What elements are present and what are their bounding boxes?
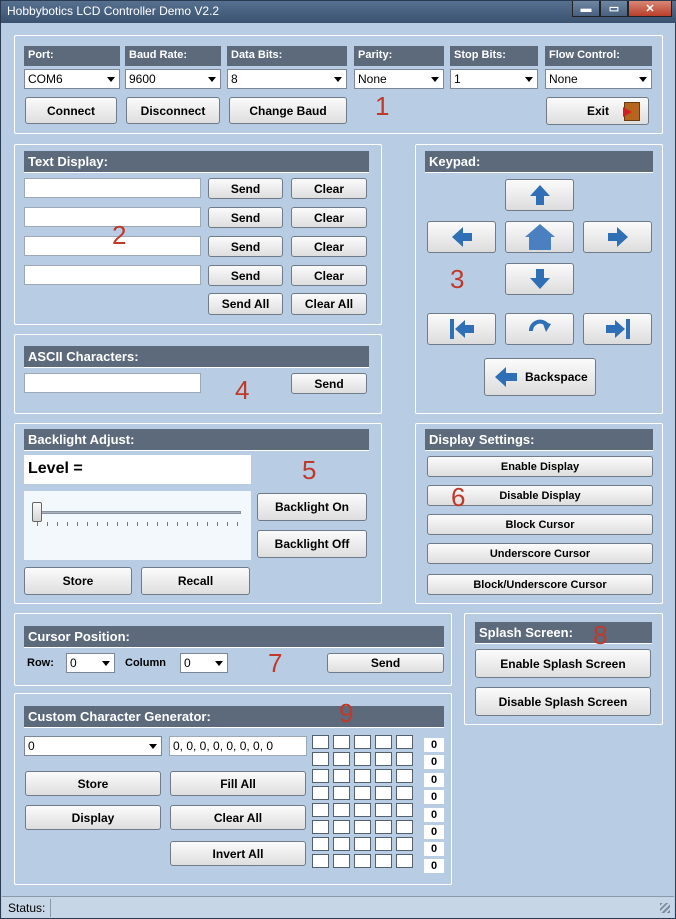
pixel-cell[interactable]: [354, 769, 371, 783]
parity-label: Parity:: [354, 46, 444, 66]
pixel-cell[interactable]: [375, 820, 392, 834]
clear-line-2-button[interactable]: Clear: [291, 207, 367, 228]
pixel-cell[interactable]: [375, 854, 392, 868]
status-divider: [50, 899, 51, 917]
pixel-cell[interactable]: [396, 769, 413, 783]
backlight-store-button[interactable]: Store: [24, 567, 132, 595]
cursor-send-button[interactable]: Send: [327, 653, 444, 673]
down-key-button[interactable]: [505, 263, 574, 295]
flow-control-label: Flow Control:: [545, 46, 652, 66]
chevron-down-icon: [149, 744, 157, 749]
backspace-arrow-icon: [493, 365, 519, 389]
text-line-4-input[interactable]: [24, 265, 201, 285]
data-bits-label: Data Bits:: [227, 46, 347, 66]
rotate-key-button[interactable]: [505, 313, 574, 345]
row-value-label: 0: [424, 825, 444, 839]
maximize-button[interactable]: ▭: [600, 1, 628, 17]
ascii-send-button[interactable]: Send: [291, 373, 367, 394]
row-value: 0: [70, 656, 77, 670]
stop-bits-value: 1: [454, 72, 461, 86]
keypad-title: Keypad:: [425, 151, 653, 173]
annotation-9: 9: [339, 698, 354, 728]
status-label: Status:: [8, 901, 46, 915]
pixel-cell[interactable]: [312, 786, 329, 800]
pixel-cell[interactable]: [333, 752, 350, 766]
arrow-up-icon: [528, 183, 552, 207]
stop-bits-select[interactable]: [450, 69, 538, 89]
pixel-cell[interactable]: [312, 854, 329, 868]
port-label: Port:: [24, 46, 120, 66]
send-line-4-button[interactable]: Send: [208, 265, 283, 286]
backlight-off-button[interactable]: Backlight Off: [257, 530, 367, 558]
line-start-key-button[interactable]: [427, 313, 496, 345]
flow-control-select[interactable]: [545, 69, 652, 89]
row-value-label: 0: [424, 738, 444, 752]
char-index-value: 0: [28, 739, 35, 753]
pixel-cell[interactable]: [312, 752, 329, 766]
annotation-7: 7: [268, 648, 283, 678]
send-line-1-button[interactable]: Send: [208, 178, 283, 199]
pixel-cell[interactable]: [354, 854, 371, 868]
pixel-cell[interactable]: [375, 752, 392, 766]
row-value-label: 0: [424, 790, 444, 804]
block-underscore-cursor-button[interactable]: Block/Underscore Cursor: [427, 574, 653, 595]
row-value-label: 0: [424, 842, 444, 856]
annotation-5: 5: [302, 455, 317, 485]
parity-value: None: [358, 72, 387, 86]
exit-arrow-icon: [623, 107, 632, 117]
pixel-cell[interactable]: [354, 752, 371, 766]
arrow-right-icon: [606, 225, 630, 249]
data-bits-select[interactable]: [227, 69, 347, 89]
connect-button[interactable]: Connect: [25, 97, 117, 124]
pixel-cell[interactable]: [375, 735, 392, 749]
port-value: COM6: [28, 72, 63, 86]
row-value-label: 0: [424, 808, 444, 822]
ascii-input[interactable]: [24, 373, 201, 393]
column-label: Column: [125, 657, 166, 669]
chevron-down-icon: [102, 661, 110, 666]
pixel-cell[interactable]: [333, 769, 350, 783]
pixel-cell[interactable]: [312, 735, 329, 749]
close-button[interactable]: ✕: [628, 1, 672, 17]
pixel-cell[interactable]: [396, 752, 413, 766]
baud-rate-select[interactable]: [125, 69, 221, 89]
column-value: 0: [184, 656, 191, 670]
rotate-icon: [527, 317, 553, 341]
backlight-level-display: [24, 455, 251, 484]
backspace-label: Backspace: [525, 370, 588, 384]
row-value-label: 0: [424, 859, 444, 873]
backlight-slider-panel: [24, 491, 251, 560]
disable-display-button[interactable]: Disable Display: [427, 485, 653, 506]
clear-all-pixels-button[interactable]: Clear All: [170, 805, 306, 830]
exit-button[interactable]: [546, 97, 649, 125]
pixel-cell[interactable]: [333, 803, 350, 817]
annotation-8: 8: [593, 620, 608, 650]
pixel-cell[interactable]: [396, 837, 413, 851]
pixel-cell[interactable]: [333, 837, 350, 851]
block-cursor-button[interactable]: Block Cursor: [427, 514, 653, 535]
backlight-slider-thumb[interactable]: [32, 502, 42, 522]
splash-screen-title: Splash Screen:: [475, 622, 652, 644]
fill-all-button[interactable]: Fill All: [170, 771, 306, 796]
pixel-cell[interactable]: [333, 820, 350, 834]
pixel-cell[interactable]: [312, 769, 329, 783]
send-all-button[interactable]: Send All: [208, 293, 283, 315]
chevron-down-icon: [639, 77, 647, 82]
slider-track: [34, 511, 241, 514]
display-settings-title: Display Settings:: [425, 429, 653, 451]
title-bar: [1, 1, 676, 23]
skip-to-start-icon: [448, 317, 476, 341]
annotation-4: 4: [235, 375, 250, 405]
pixel-cell[interactable]: [333, 854, 350, 868]
pixel-cell[interactable]: [396, 820, 413, 834]
send-line-2-button[interactable]: Send: [208, 207, 283, 228]
pixel-cell[interactable]: [375, 803, 392, 817]
parity-select[interactable]: [354, 69, 444, 89]
send-line-3-button[interactable]: Send: [208, 236, 283, 257]
annotation-3: 3: [450, 264, 465, 294]
window-title: Hobbybotics LCD Controller Demo V2.2: [7, 4, 220, 18]
pixel-cell[interactable]: [333, 786, 350, 800]
pixel-cell[interactable]: [354, 837, 371, 851]
pixel-cell[interactable]: [312, 837, 329, 851]
home-icon: [524, 223, 556, 251]
row-value-label: 0: [424, 755, 444, 769]
pixel-cell[interactable]: [312, 820, 329, 834]
pixel-cell[interactable]: [396, 803, 413, 817]
char-store-button[interactable]: Store: [25, 771, 161, 796]
pixel-cell[interactable]: [375, 786, 392, 800]
text-line-1-input[interactable]: [24, 178, 201, 198]
chevron-down-icon: [525, 77, 533, 82]
arrow-down-icon: [528, 267, 552, 291]
pixel-cell[interactable]: [333, 735, 350, 749]
custom-char-title: Custom Character Generator:: [24, 706, 444, 728]
pixel-cell[interactable]: [354, 820, 371, 834]
underscore-cursor-button[interactable]: Underscore Cursor: [427, 543, 653, 564]
clear-all-text-button[interactable]: Clear All: [291, 293, 367, 315]
column-select[interactable]: [180, 653, 228, 673]
backlight-recall-button[interactable]: Recall: [141, 567, 250, 595]
line-end-key-button[interactable]: [583, 313, 652, 345]
backspace-button[interactable]: [484, 358, 596, 396]
backlight-level-label: Level =: [28, 460, 83, 477]
stop-bits-label: Stop Bits:: [450, 46, 538, 66]
annotation-1: 1: [375, 91, 390, 121]
disconnect-button[interactable]: Disconnect: [126, 97, 220, 124]
ascii-title: ASCII Characters:: [24, 346, 369, 368]
flow-control-value: None: [549, 72, 578, 86]
cursor-position-group: [14, 613, 452, 686]
char-bytes-field[interactable]: [169, 736, 307, 756]
exit-label: Exit: [587, 104, 610, 118]
char-index-select[interactable]: [24, 736, 162, 756]
text-display-title: Text Display:: [24, 151, 369, 173]
chevron-down-icon: [431, 77, 439, 82]
resize-grip-icon[interactable]: [660, 903, 670, 913]
baud-rate-label: Baud Rate:: [125, 46, 221, 66]
clear-line-1-button[interactable]: Clear: [291, 178, 367, 199]
chevron-down-icon: [334, 77, 342, 82]
row-select[interactable]: [66, 653, 115, 673]
enable-display-button[interactable]: Enable Display: [427, 456, 653, 477]
row-label: Row:: [27, 657, 54, 669]
pixel-cell[interactable]: [375, 837, 392, 851]
left-key-button[interactable]: [427, 221, 496, 253]
pixel-cell[interactable]: [375, 769, 392, 783]
backlight-on-button[interactable]: Backlight On: [257, 493, 367, 521]
enable-splash-button[interactable]: Enable Splash Screen: [475, 649, 651, 678]
baud-rate-value: 9600: [129, 72, 156, 86]
port-select[interactable]: [24, 69, 120, 89]
arrow-left-icon: [450, 225, 474, 249]
slider-ticks: [37, 522, 240, 526]
right-key-button[interactable]: [583, 221, 652, 253]
pixel-cell[interactable]: [354, 803, 371, 817]
change-baud-button[interactable]: Change Baud: [229, 97, 347, 124]
pixel-cell[interactable]: [396, 786, 413, 800]
row-value-label: 0: [424, 773, 444, 787]
up-key-button[interactable]: [505, 179, 574, 211]
pixel-cell[interactable]: [312, 803, 329, 817]
pixel-cell[interactable]: [396, 854, 413, 868]
data-bits-value: 8: [231, 72, 238, 86]
cursor-position-title: Cursor Position:: [24, 626, 444, 648]
pixel-cell[interactable]: [396, 735, 413, 749]
chevron-down-icon: [208, 77, 216, 82]
char-display-button[interactable]: Display: [25, 805, 161, 830]
minimize-button[interactable]: ▬: [572, 1, 600, 17]
annotation-6: 6: [451, 482, 466, 512]
status-bar: [2, 896, 674, 918]
backlight-title: Backlight Adjust:: [24, 429, 369, 451]
chevron-down-icon: [107, 77, 115, 82]
disable-splash-button[interactable]: Disable Splash Screen: [475, 687, 651, 716]
clear-line-4-button[interactable]: Clear: [291, 265, 367, 286]
char-bytes-value: 0, 0, 0, 0, 0, 0, 0, 0: [173, 739, 274, 753]
clear-line-3-button[interactable]: Clear: [291, 236, 367, 257]
annotation-2: 2: [112, 220, 127, 250]
home-key-button[interactable]: [505, 221, 574, 253]
chevron-down-icon: [215, 661, 223, 666]
skip-to-end-icon: [604, 317, 632, 341]
invert-all-button[interactable]: Invert All: [170, 841, 306, 866]
pixel-cell[interactable]: [354, 735, 371, 749]
pixel-cell[interactable]: [354, 786, 371, 800]
